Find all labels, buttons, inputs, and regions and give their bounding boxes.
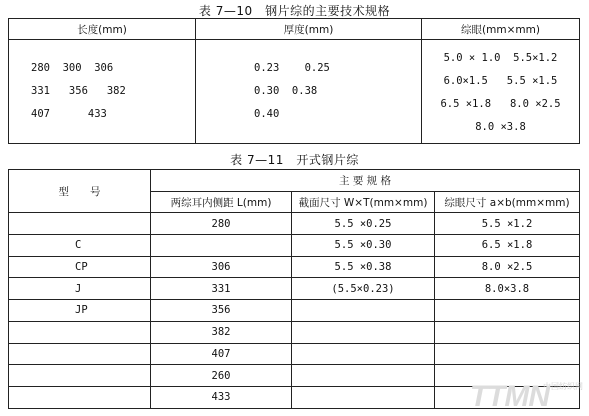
table-7-11-caption: 表 7—11 开式钢片综: [230, 153, 359, 167]
distance-cell: 356: [151, 300, 292, 322]
length-cell: [9, 40, 196, 144]
distance-cell: 280: [151, 213, 292, 235]
mesh-cell: [422, 40, 580, 144]
model-cell: [9, 213, 151, 235]
eye-cell: 8.0 ×2.5: [435, 256, 580, 278]
watermark-text: TTMN: [469, 380, 549, 413]
thickness-cell: [196, 40, 422, 144]
eye-cell: 5.5 ×1.2: [435, 213, 580, 235]
mesh-line: 8.0 ×3.8: [475, 120, 526, 133]
eye-cell: [435, 343, 580, 365]
length-line: 331 356 382: [31, 85, 126, 97]
header-mesh: 综眼(mm×mm): [422, 19, 580, 40]
distance-cell: 433: [151, 386, 292, 408]
mesh-line: 6.5 ×1.8 8.0 ×2.5: [440, 97, 561, 110]
model-cell: C: [9, 235, 151, 257]
model-cell: J: [9, 278, 151, 300]
model-cell: JP: [9, 300, 151, 322]
mesh-line: 6.0×1.5 5.5 ×1.5: [443, 74, 558, 87]
thickness-line: 0.40: [254, 108, 280, 120]
eye-cell: 8.0×3.8: [435, 278, 580, 300]
table-header-row: [9, 170, 580, 192]
length-line: 407 433: [31, 108, 107, 120]
table-row: [9, 300, 580, 322]
header-length: 长度(mm): [9, 19, 196, 40]
thickness-line: 0.23 0.25: [254, 62, 330, 74]
header-distance: 两综耳内侧距 L(mm): [151, 191, 292, 213]
table-row: [9, 343, 580, 365]
table-row: [9, 235, 580, 257]
table-7-10-caption: 表 7—10 钢片综的主要技术规格: [198, 4, 391, 18]
section-cell: [292, 343, 435, 365]
eye-cell: [435, 386, 580, 408]
section-cell: [292, 386, 435, 408]
mesh-line: 5.0 × 1.0 5.5×1.2: [443, 51, 558, 64]
model-cell: CP: [9, 256, 151, 278]
header-model: 型 号: [9, 170, 151, 213]
header-main-spec: 主 要 规 格: [151, 170, 580, 192]
model-cell: [9, 386, 151, 408]
eye-cell: [435, 300, 580, 322]
eye-cell: [435, 321, 580, 343]
table-row: [9, 40, 580, 144]
table-7-10: [8, 18, 580, 144]
model-cell: [9, 365, 151, 387]
distance-cell: 382: [151, 321, 292, 343]
header-section: 截面尺寸 W×T(mm×mm): [292, 191, 435, 213]
section-cell: [292, 321, 435, 343]
table-row: [9, 213, 580, 235]
table-row: [9, 365, 580, 387]
header-eye: 综眼尺寸 a×b(mm×mm): [435, 191, 580, 213]
table-row: [9, 278, 580, 300]
table-7-11: [8, 169, 580, 409]
model-cell: [9, 343, 151, 365]
section-cell: (5.5×0.23): [292, 278, 435, 300]
distance-cell: 331: [151, 278, 292, 300]
header-thickness: 厚度(mm): [196, 19, 422, 40]
model-cell: [9, 321, 151, 343]
section-cell: [292, 365, 435, 387]
distance-cell: 306: [151, 256, 292, 278]
eye-cell: [435, 365, 580, 387]
table-row: [9, 321, 580, 343]
watermark-subtext: 中国纺织网: [543, 382, 583, 391]
section-cell: 5.5 ×0.30: [292, 235, 435, 257]
length-line: 280 300 306: [31, 62, 114, 74]
thickness-line: 0.30 0.38: [254, 85, 318, 97]
distance-cell: [151, 235, 292, 257]
section-cell: 5.5 ×0.38: [292, 256, 435, 278]
section-cell: [292, 300, 435, 322]
distance-cell: 407: [151, 343, 292, 365]
table-row: [9, 386, 580, 408]
distance-cell: 260: [151, 365, 292, 387]
eye-cell: 6.5 ×1.8: [435, 235, 580, 257]
section-cell: 5.5 ×0.25: [292, 213, 435, 235]
table-row: [9, 256, 580, 278]
table-header-row: [9, 19, 580, 40]
